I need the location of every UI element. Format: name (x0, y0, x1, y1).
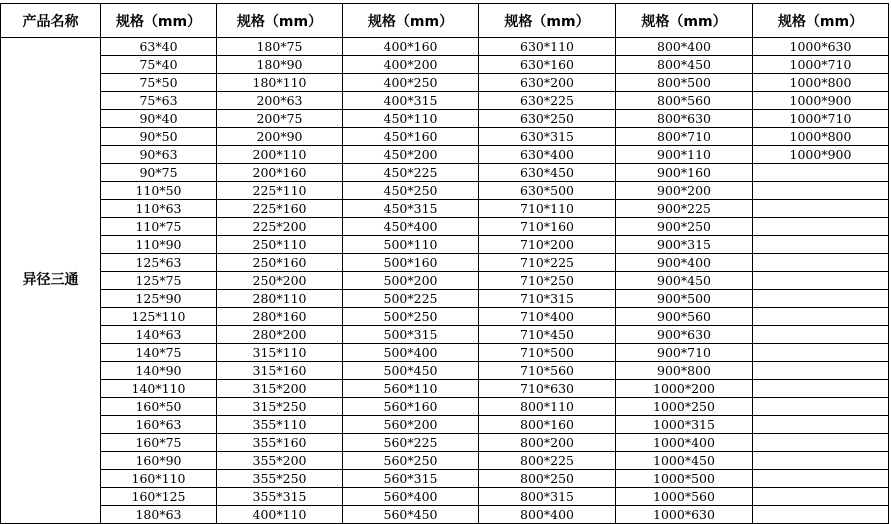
spec-cell: 160*50 (101, 398, 217, 416)
spec-cell: 500*450 (343, 362, 479, 380)
spec-cell: 900*450 (616, 272, 753, 290)
spec-cell: 400*200 (343, 56, 479, 74)
spec-cell: 180*63 (101, 506, 217, 524)
spec-cell: 560*315 (343, 470, 479, 488)
table-row (1, 452, 889, 470)
spec-cell: 160*90 (101, 452, 217, 470)
table-row (1, 38, 889, 56)
spec-cell: 1000*630 (616, 506, 753, 524)
spec-cell: 500*200 (343, 272, 479, 290)
spec-cell: 200*75 (217, 110, 343, 128)
spec-cell: 560*225 (343, 434, 479, 452)
spec-cell: 315*250 (217, 398, 343, 416)
table-row (1, 254, 889, 272)
header-spec: 规格（mm） (101, 4, 217, 38)
spec-cell: 125*63 (101, 254, 217, 272)
table-row (1, 200, 889, 218)
spec-cell: 355*110 (217, 416, 343, 434)
spec-cell: 315*110 (217, 344, 343, 362)
spec-cell: 355*315 (217, 488, 343, 506)
spec-cell: 1000*250 (616, 398, 753, 416)
table-row (1, 128, 889, 146)
spec-cell: 630*200 (479, 74, 616, 92)
spec-cell (753, 506, 889, 524)
spec-cell: 630*110 (479, 38, 616, 56)
spec-cell: 450*225 (343, 164, 479, 182)
table-row (1, 416, 889, 434)
spec-cell: 500*250 (343, 308, 479, 326)
spec-cell: 1000*900 (753, 92, 889, 110)
spec-cell: 1000*710 (753, 56, 889, 74)
spec-cell: 315*200 (217, 380, 343, 398)
spec-cell: 140*110 (101, 380, 217, 398)
spec-cell: 800*500 (616, 74, 753, 92)
spec-cell: 900*110 (616, 146, 753, 164)
table-row (1, 74, 889, 92)
spec-cell (753, 200, 889, 218)
spec-cell: 900*160 (616, 164, 753, 182)
spec-cell: 125*90 (101, 290, 217, 308)
table-row (1, 272, 889, 290)
table-row (1, 218, 889, 236)
header-product-name: 产品名称 (1, 4, 101, 38)
table-row (1, 92, 889, 110)
spec-cell: 250*110 (217, 236, 343, 254)
spec-cell: 710*250 (479, 272, 616, 290)
spec-cell: 710*110 (479, 200, 616, 218)
header-spec: 规格（mm） (479, 4, 616, 38)
table-row (1, 380, 889, 398)
spec-cell: 355*160 (217, 434, 343, 452)
table-row (1, 290, 889, 308)
spec-cell: 1000*630 (753, 38, 889, 56)
spec-cell: 1000*800 (753, 74, 889, 92)
table-row (1, 326, 889, 344)
spec-cell: 710*450 (479, 326, 616, 344)
header-spec: 规格（mm） (616, 4, 753, 38)
spec-cell: 800*710 (616, 128, 753, 146)
spec-cell: 225*200 (217, 218, 343, 236)
spec-cell: 710*160 (479, 218, 616, 236)
spec-cell (753, 326, 889, 344)
spec-cell: 800*250 (479, 470, 616, 488)
spec-cell: 160*110 (101, 470, 217, 488)
product-name-cell: 异径三通 (1, 38, 101, 524)
spec-cell: 500*225 (343, 290, 479, 308)
spec-cell: 900*250 (616, 218, 753, 236)
table-row (1, 236, 889, 254)
spec-cell: 900*400 (616, 254, 753, 272)
spec-cell: 900*560 (616, 308, 753, 326)
spec-cell: 1000*450 (616, 452, 753, 470)
spec-cell: 400*110 (217, 506, 343, 524)
spec-cell: 75*63 (101, 92, 217, 110)
spec-cell (753, 308, 889, 326)
spec-cell: 63*40 (101, 38, 217, 56)
spec-cell: 800*400 (616, 38, 753, 56)
spec-cell: 125*110 (101, 308, 217, 326)
spec-cell (753, 344, 889, 362)
spec-cell: 400*160 (343, 38, 479, 56)
spec-cell: 1000*900 (753, 146, 889, 164)
spec-cell: 900*315 (616, 236, 753, 254)
spec-cell: 900*225 (616, 200, 753, 218)
spec-cell: 800*315 (479, 488, 616, 506)
spec-cell (753, 452, 889, 470)
spec-cell: 450*250 (343, 182, 479, 200)
spec-cell: 710*560 (479, 362, 616, 380)
spec-table (0, 3, 889, 524)
spec-cell: 280*200 (217, 326, 343, 344)
spec-cell: 1000*560 (616, 488, 753, 506)
spec-cell: 180*75 (217, 38, 343, 56)
table-row (1, 182, 889, 200)
spec-cell: 560*250 (343, 452, 479, 470)
spec-cell: 710*225 (479, 254, 616, 272)
spec-cell: 710*500 (479, 344, 616, 362)
spec-cell (753, 236, 889, 254)
spec-cell: 500*400 (343, 344, 479, 362)
spec-cell (753, 416, 889, 434)
spec-cell: 560*160 (343, 398, 479, 416)
spec-cell: 1000*500 (616, 470, 753, 488)
table-row (1, 344, 889, 362)
spec-cell: 1000*800 (753, 128, 889, 146)
spec-cell: 630*225 (479, 92, 616, 110)
spec-cell: 125*75 (101, 272, 217, 290)
table-body (1, 38, 889, 524)
spec-cell: 140*63 (101, 326, 217, 344)
spec-cell: 630*315 (479, 128, 616, 146)
table-row (1, 506, 889, 524)
spec-cell: 400*315 (343, 92, 479, 110)
spec-cell: 1000*315 (616, 416, 753, 434)
spec-cell: 900*630 (616, 326, 753, 344)
spec-cell: 90*40 (101, 110, 217, 128)
spec-cell: 630*160 (479, 56, 616, 74)
spec-cell: 160*125 (101, 488, 217, 506)
spec-cell (753, 488, 889, 506)
spec-cell: 710*315 (479, 290, 616, 308)
spec-cell: 800*110 (479, 398, 616, 416)
table-row (1, 146, 889, 164)
spec-cell: 900*710 (616, 344, 753, 362)
spec-cell: 560*110 (343, 380, 479, 398)
spec-cell: 225*160 (217, 200, 343, 218)
spec-cell: 800*225 (479, 452, 616, 470)
spec-cell: 280*160 (217, 308, 343, 326)
spec-cell: 450*200 (343, 146, 479, 164)
spec-cell: 800*630 (616, 110, 753, 128)
spec-cell: 280*110 (217, 290, 343, 308)
spec-cell: 450*400 (343, 218, 479, 236)
table-row (1, 308, 889, 326)
spec-cell (753, 470, 889, 488)
spec-cell (753, 218, 889, 236)
spec-cell (753, 362, 889, 380)
spec-cell: 450*110 (343, 110, 479, 128)
spec-cell: 1000*400 (616, 434, 753, 452)
table-row (1, 56, 889, 74)
spec-cell (753, 272, 889, 290)
table-row (1, 362, 889, 380)
spec-cell: 160*63 (101, 416, 217, 434)
spec-cell: 250*160 (217, 254, 343, 272)
spec-cell: 800*200 (479, 434, 616, 452)
spec-cell: 800*450 (616, 56, 753, 74)
table-row (1, 470, 889, 488)
spec-cell: 630*400 (479, 146, 616, 164)
spec-cell: 180*90 (217, 56, 343, 74)
spec-cell: 90*50 (101, 128, 217, 146)
spec-cell: 90*75 (101, 164, 217, 182)
header-spec: 规格（mm） (343, 4, 479, 38)
spec-cell: 75*50 (101, 74, 217, 92)
spec-cell: 180*110 (217, 74, 343, 92)
spec-cell (753, 398, 889, 416)
spec-cell: 900*200 (616, 182, 753, 200)
spec-cell: 200*110 (217, 146, 343, 164)
spec-cell: 315*160 (217, 362, 343, 380)
spec-cell: 560*400 (343, 488, 479, 506)
spec-cell: 140*75 (101, 344, 217, 362)
spec-cell: 710*400 (479, 308, 616, 326)
table-row (1, 488, 889, 506)
spec-cell: 75*40 (101, 56, 217, 74)
table-row (1, 398, 889, 416)
spec-cell: 110*90 (101, 236, 217, 254)
spec-cell (753, 182, 889, 200)
spec-cell: 225*110 (217, 182, 343, 200)
spec-cell: 500*160 (343, 254, 479, 272)
spec-cell: 160*75 (101, 434, 217, 452)
table-row (1, 434, 889, 452)
spec-cell: 900*800 (616, 362, 753, 380)
spec-cell: 400*250 (343, 74, 479, 92)
header-spec: 规格（mm） (753, 4, 889, 38)
spec-cell: 560*450 (343, 506, 479, 524)
spec-cell: 140*90 (101, 362, 217, 380)
spec-cell (753, 434, 889, 452)
spec-cell: 1000*710 (753, 110, 889, 128)
spec-cell: 110*50 (101, 182, 217, 200)
spec-cell: 110*63 (101, 200, 217, 218)
spec-cell: 250*200 (217, 272, 343, 290)
spec-cell: 800*560 (616, 92, 753, 110)
spec-cell (753, 254, 889, 272)
spec-cell (753, 290, 889, 308)
spec-cell: 200*63 (217, 92, 343, 110)
spec-cell: 200*90 (217, 128, 343, 146)
spec-cell: 710*630 (479, 380, 616, 398)
spec-cell: 630*500 (479, 182, 616, 200)
spec-cell: 110*75 (101, 218, 217, 236)
spec-cell: 800*160 (479, 416, 616, 434)
spec-cell: 900*500 (616, 290, 753, 308)
spec-cell: 500*315 (343, 326, 479, 344)
spec-cell: 90*63 (101, 146, 217, 164)
spec-cell: 500*110 (343, 236, 479, 254)
spec-cell: 630*450 (479, 164, 616, 182)
spec-cell: 710*200 (479, 236, 616, 254)
table-row (1, 110, 889, 128)
spec-cell: 355*200 (217, 452, 343, 470)
spec-cell: 200*160 (217, 164, 343, 182)
spec-cell: 630*250 (479, 110, 616, 128)
spec-cell (753, 380, 889, 398)
header-row (1, 4, 889, 38)
spec-cell: 450*160 (343, 128, 479, 146)
spec-cell: 450*315 (343, 200, 479, 218)
table-row (1, 164, 889, 182)
spec-cell: 355*250 (217, 470, 343, 488)
header-spec: 规格（mm） (217, 4, 343, 38)
spec-cell: 560*200 (343, 416, 479, 434)
spec-cell: 1000*200 (616, 380, 753, 398)
spec-cell (753, 164, 889, 182)
spec-cell: 800*400 (479, 506, 616, 524)
